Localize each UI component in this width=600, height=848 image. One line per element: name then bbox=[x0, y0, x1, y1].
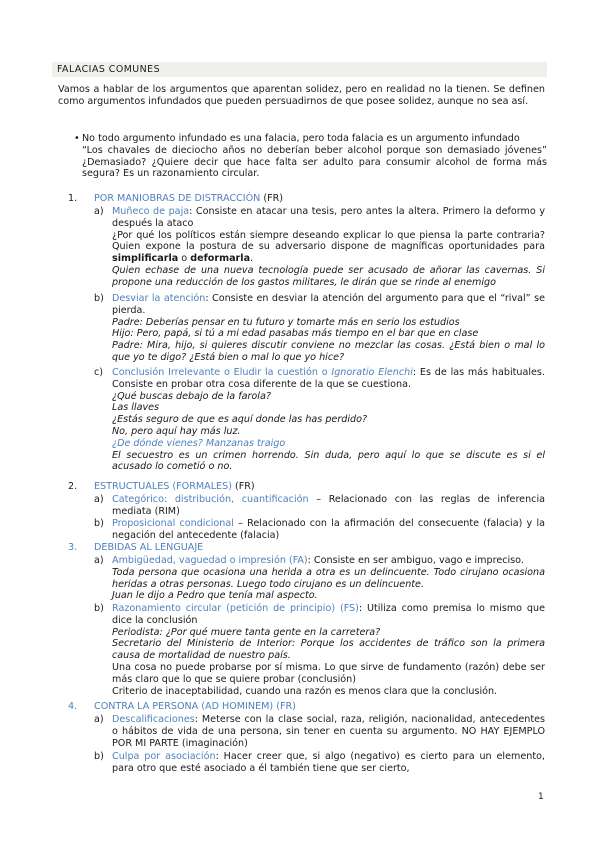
bullet-dot-icon: • bbox=[74, 133, 80, 144]
section-title bbox=[94, 542, 557, 554]
item-label: a) bbox=[94, 494, 104, 505]
section-title-text: ESTRUCTUALES (FORMALES) bbox=[94, 481, 232, 492]
bullet-text: No todo argumento infundado es una falacia, pero toda falacia es un argumento infundado bbox=[82, 133, 520, 144]
item-name: Conclusión Irrelevante o Eludir la cuestión o bbox=[112, 367, 332, 378]
explanation-line: Criterio de inaceptabilidad, cuando una razón es menos clara que la conclusión. bbox=[112, 685, 498, 697]
list-item bbox=[112, 555, 545, 602]
item-definition: : Hacer creer que, si algo (negativo) es cierto para un elemento, para otro que esté asociado a él también tiene que ser cierto, bbox=[112, 751, 546, 774]
section-number: 2. bbox=[68, 481, 78, 492]
list-item bbox=[112, 714, 545, 749]
list-item bbox=[112, 293, 545, 364]
list-item bbox=[112, 751, 545, 775]
item-period: . bbox=[250, 253, 254, 265]
item-label: b) bbox=[94, 751, 104, 762]
item-definition: – Relacionado con la afirmación del consecuente (falacia) y la negación del antecedente (falacia) bbox=[112, 518, 545, 541]
bullet-item bbox=[82, 133, 547, 180]
section-title bbox=[94, 481, 557, 493]
section-title bbox=[94, 701, 557, 713]
item-definition: – Relacionado con las reglas de inferencia mediata (RIM) bbox=[112, 494, 545, 517]
item-label: a) bbox=[94, 555, 104, 566]
item-bold-1: simplificarla bbox=[112, 253, 179, 265]
item-example: Quien echase de una nueva tecnología puede ser acusado de añorar las cavernas. Si propone una reducción de los gastos militares, le dirán que se rinde al enemigo bbox=[112, 264, 545, 288]
item-name: Categórico: distribución, cuantificación bbox=[112, 494, 309, 505]
item-question: ¿Por qué los políticos están siempre deseando explicar lo que piensa la parte contraria? Quien expone la postura de su adversario dispone de magníficas oportunidades para bbox=[112, 229, 545, 253]
item-example-line: Juan le dijo a Pedro que tenía mal aspecto. bbox=[112, 590, 318, 602]
item-definition: : Consiste en desviar la atención del argumento para que el “rival” se pierda. bbox=[112, 293, 545, 316]
item-label: a) bbox=[94, 206, 104, 217]
list-item bbox=[112, 494, 545, 518]
item-name: Culpa por asociación bbox=[112, 751, 216, 762]
item-label: b) bbox=[94, 518, 104, 529]
item-name: Descalificaciones bbox=[112, 714, 195, 725]
example-line: ¿Qué buscas debajo de la farola? bbox=[112, 390, 271, 402]
section-title-text: DEBIDAS AL LENGUAJE bbox=[94, 542, 204, 553]
section-header-bar bbox=[52, 62, 547, 77]
item-definition: : Utiliza como premisa lo mismo que dice la conclusión bbox=[112, 603, 545, 626]
example-line: El secuestro es un crimen horrendo. Sin duda, pero aquí lo que se discute es si el acusado lo cometió o no. bbox=[112, 449, 545, 473]
page-number: 1 bbox=[538, 792, 544, 802]
item-name-latin: Ignoratio Elenchi bbox=[331, 367, 413, 378]
example-line: ¿Estás seguro de que es aquí donde las has perdido? bbox=[112, 414, 368, 426]
section-tag: (FR) bbox=[231, 481, 255, 492]
section-number: 1. bbox=[68, 193, 78, 204]
item-name: Ambigüedad, vaguedad o impresión (FA) bbox=[112, 555, 308, 566]
section-number: 4. bbox=[68, 701, 78, 712]
item-bold-2: deformarla bbox=[190, 253, 251, 265]
item-name: Desviar la atención bbox=[112, 293, 206, 304]
section-title-text: CONTRA LA PERSONA (AD HOMINEM) (FR) bbox=[94, 701, 296, 712]
item-definition: : Consiste en atacar una tesis, pero antes la altera. Primero la deformo y después la ataco bbox=[112, 206, 545, 229]
item-label: a) bbox=[94, 714, 104, 725]
item-label: b) bbox=[94, 293, 104, 304]
list-item bbox=[112, 518, 545, 542]
item-definition: : Es de las más habituales. Consiste en probar otra cosa diferente de la que se cuestiona. bbox=[112, 367, 545, 390]
section-title bbox=[94, 193, 557, 205]
dialogue-line: Periodista: ¿Por qué muere tanta gente en la carretera? bbox=[112, 626, 381, 638]
item-label: b) bbox=[94, 603, 104, 614]
item-label: c) bbox=[94, 367, 104, 378]
item-example: Toda persona que ocasiona una herida a otra es un delincuente. Todo cirujano ocasiona heridas a otras personas. Luego todo cirujano es un delincuente. bbox=[112, 566, 545, 590]
dialogue-line: Padre: Deberías pensar en tu futuro y tomarte más en serio los estudios bbox=[112, 316, 460, 328]
item-name: Razonamiento circular (petición de principio) (FS) bbox=[112, 603, 359, 614]
bullet-example: “Los chavales de dieciocho años no deberían beber alcohol porque son demasiado jóvenes” ¿Demasiado? ¿Quiere decir que hace falta ser adulto para consumir alcohol de forma más segura? Es un razonamiento circular. bbox=[82, 144, 547, 180]
section-header: FALACIAS COMUNES bbox=[57, 64, 161, 75]
item-name: Proposicional condicional bbox=[112, 518, 234, 529]
example-line: ¿De dónde vienes? Manzanas traigo bbox=[112, 437, 286, 449]
dialogue-line: Padre: Mira, hijo, si quieres discutir conviene no mezclar las cosas. ¿Está bien o mal lo que yo te digo? ¿Está bien o mal lo que yo hice? bbox=[112, 340, 545, 363]
list-item bbox=[112, 367, 545, 473]
section-number: 3. bbox=[68, 542, 78, 553]
list-item bbox=[112, 603, 545, 697]
intro-paragraph: Vamos a hablar de los argumentos que aparentan solidez, pero en realidad no la tienen. Se definen como argumentos infundados que pueden persuadirnos de que posee solidez, aunque no sea así. bbox=[58, 84, 545, 107]
item-definition: : Meterse con la clase social, raza, religión, nacionalidad, antecedentes o hábitos de vida de una persona, sin tener en cuenta su argumento. NO HAY EJEMPLO POR MI PARTE (imaginación) bbox=[112, 714, 545, 749]
example-line: No, pero aquí hay más luz. bbox=[112, 425, 241, 437]
example-line: Las llaves bbox=[112, 402, 160, 414]
section-tag: (FR) bbox=[260, 193, 284, 204]
list-item bbox=[112, 206, 545, 289]
item-definition: : Consiste en ser ambiguo, vago e impreciso. bbox=[307, 555, 524, 566]
dialogue-line: Hijo: Pero, papá, si tú a mi edad pasabas más tiempo en el bar que en clase bbox=[112, 328, 479, 340]
item-name: Muñeco de paja bbox=[112, 206, 190, 217]
explanation-line: Una cosa no puede probarse por sí misma. Lo que sirve de fundamento (razón) debe ser más claro que lo que se quiere probar (conclusión) bbox=[112, 661, 545, 685]
section-title-text: POR MANIOBRAS DE DISTRACCIÓN bbox=[94, 193, 261, 204]
dialogue-line: Secretario del Ministerio de Interior: Porque los accidentes de tráfico son la primera causa de mortalidad de nuestro país. bbox=[112, 638, 545, 662]
item-connector: o bbox=[178, 253, 191, 265]
